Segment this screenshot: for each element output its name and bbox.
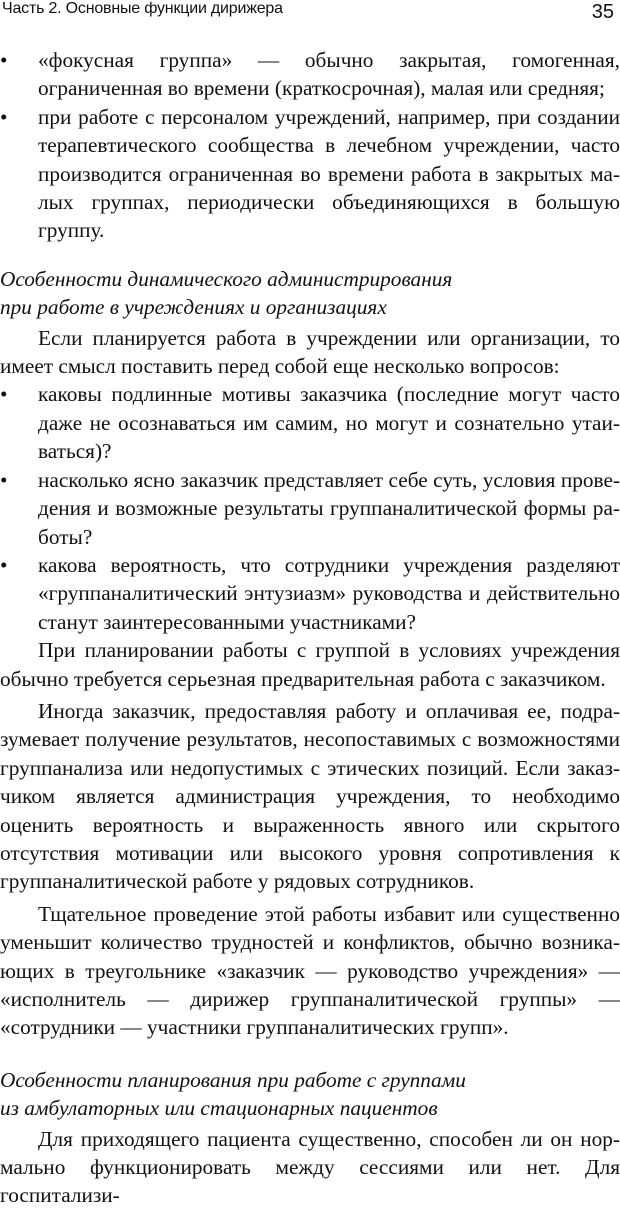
section-heading-line: из амбулаторных или стационарных пациентов xyxy=(0,1096,438,1121)
bullet-icon: • xyxy=(0,382,8,407)
list-item-text: «фокусная группа» — обычно закрытая, гомогенная, ограниченная во времени (краткосрочная), малая или средняя; xyxy=(38,48,620,101)
section-heading-line: Особенности планирования при работе с группами xyxy=(0,1067,466,1092)
running-head: Часть 2. Основные функции дирижера xyxy=(2,0,283,17)
list-item-text: какова вероятность, что сотрудники учреждения разделяют «группаналитический энтузиазм» руководства и действительно станут заинтересованными участниками? xyxy=(38,552,620,634)
bullet-icon: • xyxy=(0,467,8,492)
bullet-icon: • xyxy=(0,104,8,129)
list-item-text: каковы подлинные мотивы заказчика (последние могут часто даже не осознаваться им самим, но могут и сознательно утаиваться)? xyxy=(38,382,620,464)
list-item xyxy=(0,466,620,551)
bullet-icon: • xyxy=(0,552,8,577)
paragraph: Иногда заказчик, предоставляя работу и оплачивая ее, подразумевает получение результатов, несопоставимых с возможностями группанализа или недопустимых с этических позиций. Если заказчиком является администрация учреждения, то необходимо оценить вероятность и выраженность явного или скрытого отсутствия мотивации или высокого уровня сопротивления к группаналитической работе у рядовых сотрудников. xyxy=(0,698,620,894)
list-item xyxy=(0,103,620,245)
bullet-icon: • xyxy=(0,48,8,72)
list-item-text: при работе с персоналом учреждений, например, при создании терапевтического сообщества в лечебном учреждении, часто производится ограниченная во времени работа в закрытых малых группах, периодически объединяющихся в большую группу. xyxy=(38,104,620,243)
section-heading xyxy=(0,265,620,322)
section-heading-line: при работе в учреждениях и организациях xyxy=(0,295,387,320)
page-number: 35 xyxy=(591,1,614,23)
list-item xyxy=(0,380,620,465)
paragraph: Для приходящего пациента существенно, способен ли он нормально функционировать между сессиями или нет. Для госпитализи- xyxy=(0,1126,620,1208)
section-heading xyxy=(0,1066,620,1123)
paragraph: Тщательное проведение этой работы избавит или существенно уменьшит количество трудностей и конфликтов, обычно возникающих в треугольнике «заказчик — руководство учреждения» — «исполнитель — дирижер группаналитической группы» — «сотрудники — участники группаналитических групп». xyxy=(0,901,620,1040)
list-item-text: насколько ясно заказчик представляет себе суть, условия проведения и возможные результаты группаналитической формы работы? xyxy=(38,467,620,549)
list-item xyxy=(0,46,620,103)
paragraph: Если планируется работа в учреждении или организации, то имеет смысл поставить перед собой еще несколько вопросов: xyxy=(0,325,620,379)
body-text xyxy=(0,46,620,1210)
section-heading-line: Особенности динамического администрирования xyxy=(0,266,453,291)
paragraph: При планировании работы с группой в условиях учреждения обычно требуется серьезная предварительная работа с заказчиком. xyxy=(0,638,620,691)
list-item xyxy=(0,551,620,636)
